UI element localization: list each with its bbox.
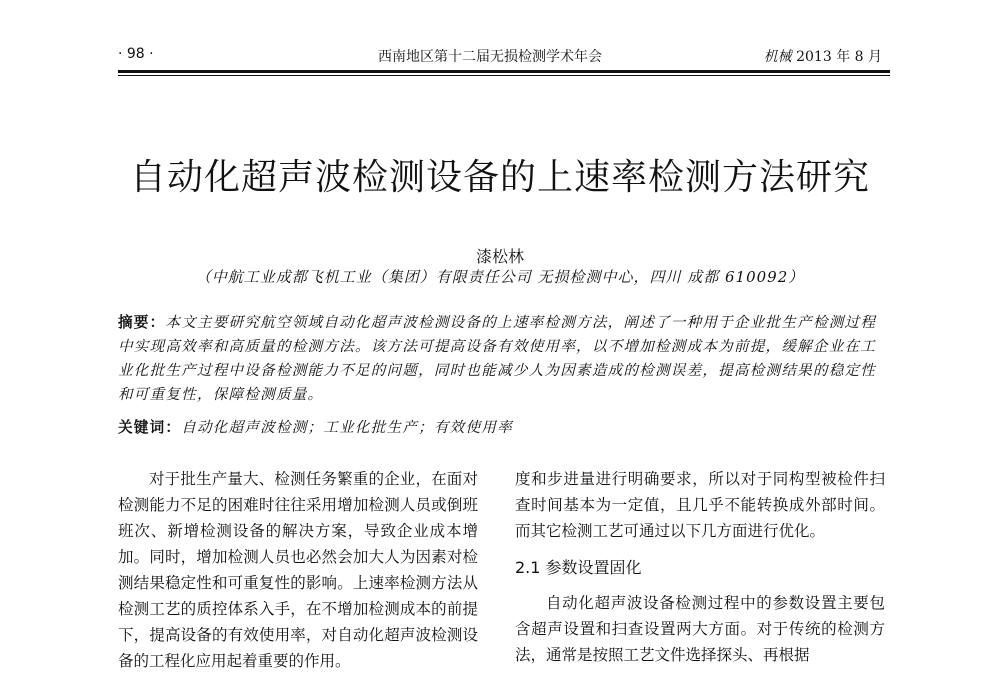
abstract-label: 摘要： [118, 314, 166, 331]
header-rule-thin [118, 75, 890, 76]
journal-issue: 2013 年 8 月 [796, 49, 882, 65]
body-paragraph: 自动化超声波设备检测过程中的参数设置主要包含超声设置和扫查设置两大方面。对于传统的检测方法，通常是按照工艺文件选择探头、再根据 [515, 594, 885, 664]
section-heading: 2.1 参数设置固化 [515, 558, 642, 577]
keywords-label: 关键词： [118, 419, 182, 436]
running-title: 西南地区第十二届无损检测学术年会 [378, 49, 602, 65]
abstract-text: 本文主要研究航空领域自动化超声波检测设备的上速率检测方法，阐述了一种用于企业批生产检测过程中实现高效率和高质量的检测方法。该方法可提高设备有效使用率，以不增加检测成本为前提，缓解企业在工业化批生产过程中设备检测能力不足的问题，同时也能减少人为因素造成的检测误差，提高检测结果的稳定性和可重复性，保障检测质量。 [118, 314, 877, 403]
article-title: 自动化超声波检测设备的上速率检测方法研究 [129, 157, 870, 198]
keywords [118, 416, 513, 437]
abstract [118, 311, 888, 407]
journal-name: 机械 [763, 49, 792, 65]
author-affiliation: （中航工业成都飞机工业（集团）有限责任公司 无损检测中心，四川 成都 610092） [195, 268, 805, 286]
header-rule-thick [118, 70, 890, 73]
body-paragraph: 对于批生产量大、检测任务繁重的企业，在面对检测能力不足的困难时往往采用增加检测人员或倒班班次、新增检测设备的解决方案，导致企业成本增加。同时，增加检测人员也必然会加大人为因素对检测结果稳定性和可重复性的影响。上速率检测方法从检测工艺的质控体系入手，在不增加检测成本的前提下，提高设备的有效使用率，对自动化超声波检测设备的工程化应用起着重要的作用。 [118, 470, 478, 670]
body-paragraph: 度和步进量进行明确要求，所以对于同构型被检件扫查时间基本为一定值，且几乎不能转换成外部时间。而其它检测工艺可通过以下几方面进行优化。 [515, 470, 885, 540]
author-name: 漆松林 [475, 247, 524, 266]
page-number: · 98 · [118, 46, 154, 62]
body-column-right [515, 466, 885, 668]
body-column-left [118, 466, 478, 674]
journal-info [764, 46, 882, 66]
keywords-text: 自动化超声波检测；工业化批生产；有效使用率 [181, 419, 513, 436]
